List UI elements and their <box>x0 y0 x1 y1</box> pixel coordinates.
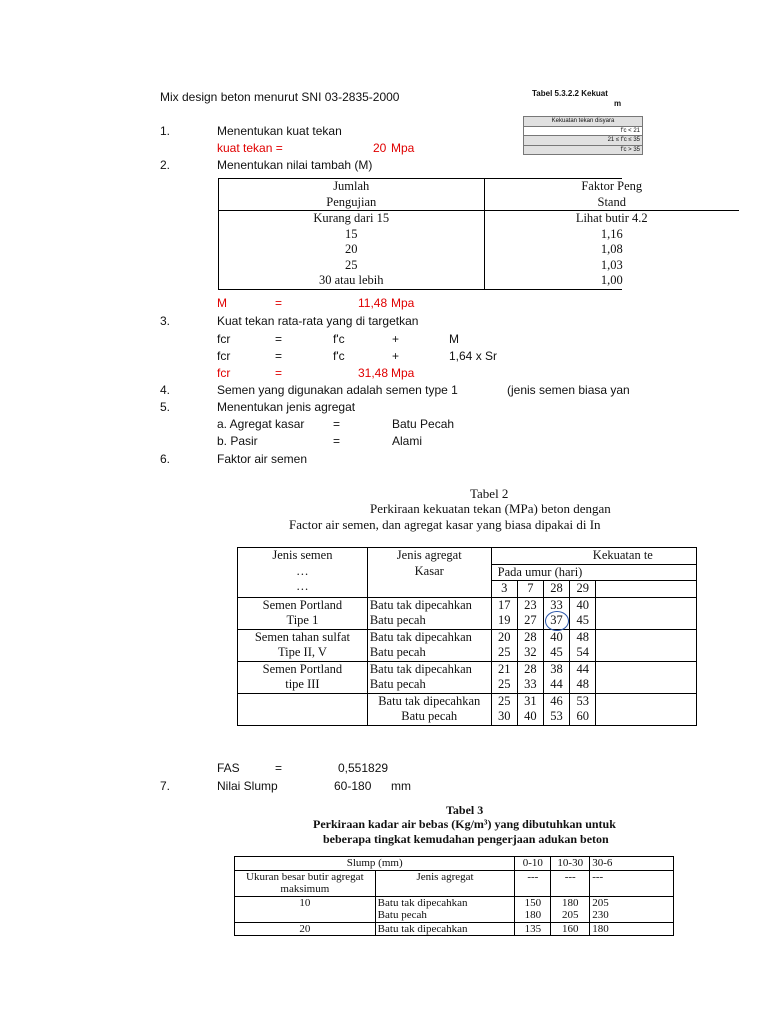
dash-cell: --- <box>590 870 674 896</box>
mini-row: f'c < 21 <box>524 126 643 136</box>
m-value: 11,48 <box>358 296 388 310</box>
circled-value: 37 <box>550 613 563 627</box>
step-7-text: Nilai Slump <box>217 779 278 793</box>
head-dots: … <box>296 579 309 593</box>
tabel-3-title: Tabel 3 <box>446 803 484 817</box>
step-3-text: Kuat tekan rata-rata yang di targetkan <box>217 314 419 328</box>
table-cell: 1,00 <box>600 273 623 287</box>
fcr-eq: = <box>275 349 283 363</box>
head-kekuatan: Kekuatan te <box>491 548 696 565</box>
fcr-label: fcr <box>217 332 231 346</box>
value-cell-extra <box>596 709 697 725</box>
tabel-2-sub2: Factor air semen, dan agregat kasar yang biasa dipakai di In <box>289 517 601 532</box>
value-cell: 60 <box>570 709 596 725</box>
value-cell: 40 <box>570 597 596 613</box>
tabel-3 <box>234 856 621 935</box>
head-label: Jenis semen <box>272 548 333 562</box>
tabel-532-mini <box>523 116 640 158</box>
value-cell: 19 <box>491 613 517 629</box>
agregat-cell: Batu tak dipecahkan <box>367 597 491 613</box>
step-4-note: (jenis semen biasa yan <box>507 383 630 397</box>
slump-col: 0-10 <box>515 857 551 871</box>
fas-eq: = <box>275 761 283 775</box>
fcr-unit: Mpa <box>391 366 415 380</box>
agregat-cell: Batu pecah <box>367 677 491 693</box>
fcr-fc: f'c <box>333 332 345 346</box>
value-cell: 135 <box>515 922 551 936</box>
value-cell: 31 <box>517 693 543 709</box>
tabel-2 <box>237 547 653 723</box>
table-cell: 30 atau lebih <box>219 273 484 289</box>
fcr-label: fcr <box>217 366 231 380</box>
agregat-cell: Batu tak dipecahkan <box>367 661 491 677</box>
step-4-text: Semen yang digunakan adalah semen type 1 <box>217 383 458 397</box>
col-head: Faktor Peng <box>581 179 643 193</box>
value-cell: 180 <box>551 896 590 909</box>
m-label: M <box>217 296 227 310</box>
value-cell-extra <box>596 613 697 629</box>
step-6-text: Faktor air semen <box>217 452 308 466</box>
value-cell: 21 <box>491 661 517 677</box>
day-col: 28 <box>543 581 569 598</box>
semen-cell <box>238 661 368 693</box>
value-cell: 180 <box>515 909 551 922</box>
value-cell: 45 <box>570 613 596 629</box>
step-1-num: 1. <box>160 124 171 138</box>
value-cell: 205 <box>551 909 590 922</box>
semen-name: Semen Portland <box>262 597 343 612</box>
value-cell: 46 <box>543 693 569 709</box>
col-head: Stand <box>484 195 739 211</box>
table-cell: Kurang dari 15 <box>219 211 484 227</box>
value-cell: 32 <box>517 645 543 661</box>
kuat-tekan-label: kuat tekan = <box>217 141 283 155</box>
tabel-2-title: Tabel 2 <box>470 486 509 501</box>
kuat-tekan-value: 20 <box>373 141 387 155</box>
value-cell: 53 <box>570 693 596 709</box>
head-dots: … <box>296 563 309 578</box>
circle-mark-icon <box>545 611 569 631</box>
value-cell: 28 <box>517 629 543 645</box>
fcr-label: fcr <box>217 349 231 363</box>
value-cell: 180 <box>590 922 674 936</box>
agregat-kasar-label: a. Agregat kasar <box>217 417 305 431</box>
agregat-cell: Batu pecah <box>367 709 491 725</box>
value-cell-extra <box>596 661 697 677</box>
value-cell: 45 <box>543 645 569 661</box>
fcr-plus: + <box>392 349 400 363</box>
fas-label: FAS <box>217 761 240 775</box>
tabel-3-sub1: Perkiraan kadar air bebas (Kg/m³) yang dibutuhkan untuk <box>313 817 616 831</box>
kuat-tekan-unit: Mpa <box>391 141 415 155</box>
step-2-text: Menentukan nilai tambah (M) <box>217 158 373 172</box>
page-title: Mix design beton menurut SNI 03-2835-2000 <box>160 90 400 104</box>
value-cell: 150 <box>515 896 551 909</box>
tabel-532-title: Tabel 5.3.2.2 Kekuat <box>532 89 608 98</box>
value-cell: 25 <box>491 693 517 709</box>
agregat-cell: Batu pecah <box>367 613 491 629</box>
slump-col: 10-30 <box>551 857 590 871</box>
value-cell: 40 <box>543 629 569 645</box>
fcr-plus: + <box>392 332 400 346</box>
value-cell: 28 <box>517 661 543 677</box>
value-cell: 30 <box>491 709 517 725</box>
value-cell: 33 <box>517 677 543 693</box>
table-nilai-tambah <box>218 178 648 290</box>
value-cell: 40 <box>517 709 543 725</box>
value-cell: 23 <box>517 597 543 613</box>
table-cell: 25 <box>219 258 484 274</box>
dash-cell: --- <box>515 870 551 896</box>
value-cell-extra <box>596 677 697 693</box>
head-umur: Pada umur (hari) <box>491 564 696 581</box>
agregat-cell: Batu tak dipecahkan <box>375 922 515 936</box>
value-cell: 48 <box>570 677 596 693</box>
day-col: 7 <box>517 581 543 598</box>
table-cell: Lihat butir 4.2 <box>575 211 648 225</box>
head-jenis-semen <box>238 548 368 598</box>
value-cell: 53 <box>543 709 569 725</box>
fas-value: 0,551829 <box>338 761 389 775</box>
fcr-value: 31,48 <box>358 366 389 380</box>
table-cell: 1,08 <box>600 242 623 256</box>
size-cell: 10 <box>235 896 376 922</box>
agregat-cell: Batu tak dipecahkan <box>375 896 515 909</box>
value-cell-extra <box>596 597 697 613</box>
value-cell-circled <box>543 613 569 629</box>
mini-head: Kekuatan tekan disyara <box>524 117 643 127</box>
pasir-eq: = <box>333 434 341 448</box>
value-cell-extra <box>596 693 697 709</box>
semen-cell <box>238 693 368 725</box>
m-eq: = <box>275 296 283 310</box>
head-label: Jenis agregat <box>396 548 462 562</box>
agregat-cell: Batu tak dipecahkan <box>367 629 491 645</box>
head-label: Kasar <box>414 563 444 578</box>
tabel-3-sub2: beberapa tingkat kemudahan pengerjaan adukan beton <box>323 832 609 846</box>
pasir-value: Alami <box>392 434 423 448</box>
head-jenis: Jenis agregat <box>375 870 515 896</box>
head-slump: Slump (mm) <box>235 857 515 871</box>
day-col: 3 <box>491 581 517 598</box>
value-cell: 230 <box>590 909 674 922</box>
value-cell: 205 <box>590 896 674 909</box>
table-cell: 20 <box>219 242 484 258</box>
table-cell: 1,03 <box>600 257 623 272</box>
step-1-text: Menentukan kuat tekan <box>217 124 342 138</box>
semen-cell <box>238 629 368 661</box>
agregat-cell: Batu pecah <box>367 645 491 661</box>
step-7-num: 7. <box>160 779 171 793</box>
fcr-eq: = <box>275 366 283 380</box>
tabel-532-sub: m <box>614 99 622 108</box>
semen-type: Tipe II, V <box>277 645 327 659</box>
head-label: Ukuran besar butir agregat <box>246 870 364 883</box>
table-cell: 1,16 <box>600 226 623 241</box>
mini-row: f'c > 35 <box>524 145 643 155</box>
day-col-extra <box>596 581 697 598</box>
fcr-fc: f'c <box>333 349 345 363</box>
step-5-num: 5. <box>160 400 171 414</box>
head-jenis-agregat <box>367 548 491 598</box>
slump-col: 30-6 <box>590 857 674 871</box>
agregat-cell: Batu tak dipecahkan <box>367 693 491 709</box>
slump-value: 60-180 <box>334 779 372 793</box>
pasir-label: b. Pasir <box>217 434 258 448</box>
agregat-kasar-value: Batu Pecah <box>392 417 455 431</box>
value-cell: 48 <box>570 629 596 645</box>
step-6-num: 6. <box>160 452 171 466</box>
value-cell-extra <box>596 645 697 661</box>
value-cell: 20 <box>491 629 517 645</box>
value-cell: 25 <box>491 677 517 693</box>
value-cell: 44 <box>543 677 569 693</box>
col-head: Pengujian <box>219 195 484 211</box>
fcr-term: 1,64 x Sr <box>449 349 498 363</box>
value-cell-extra <box>596 629 697 645</box>
agregat-cell: Batu pecah <box>375 909 515 922</box>
col-head: Jumlah <box>219 179 484 195</box>
value-cell: 54 <box>570 645 596 661</box>
fcr-eq: = <box>275 332 283 346</box>
value-cell: 25 <box>491 645 517 661</box>
step-2-num: 2. <box>160 158 171 172</box>
value-cell: 38 <box>543 661 569 677</box>
mini-row: 21 ≤ f'c ≤ 35 <box>524 136 643 146</box>
step-4-num: 4. <box>160 383 171 397</box>
semen-cell <box>238 597 368 629</box>
semen-name: Semen tahan sulfat <box>254 629 350 644</box>
semen-type: Tipe 1 <box>286 613 319 627</box>
slump-unit: mm <box>391 779 411 793</box>
value-cell: 160 <box>551 922 590 936</box>
value-cell: 44 <box>570 661 596 677</box>
day-col: 29 <box>570 581 596 598</box>
size-cell: 20 <box>235 922 376 936</box>
m-unit: Mpa <box>391 296 415 310</box>
step-3-num: 3. <box>160 314 171 328</box>
step-5-text: Menentukan jenis agregat <box>217 400 356 414</box>
dash-cell: --- <box>551 870 590 896</box>
value-cell: 27 <box>517 613 543 629</box>
head-ukuran <box>235 870 376 896</box>
semen-name: Semen Portland <box>262 661 343 676</box>
value-cell: 33 <box>543 597 569 613</box>
tabel-2-sub1: Perkiraan kekuatan tekan (MPa) beton dengan <box>370 501 611 516</box>
head-label: maksimum <box>280 883 330 895</box>
agregat-kasar-eq: = <box>333 417 341 431</box>
semen-type: tipe III <box>285 677 320 691</box>
table-cell: 15 <box>219 227 484 243</box>
value-cell: 17 <box>491 597 517 613</box>
tabel-2-caption <box>280 501 621 537</box>
fcr-term: M <box>449 332 459 346</box>
